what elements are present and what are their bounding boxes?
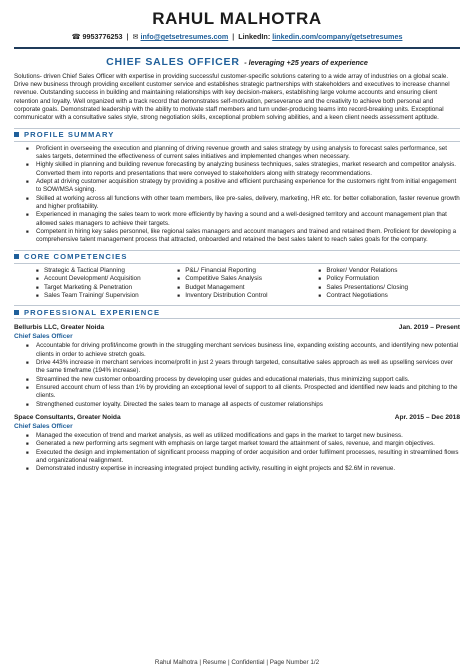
core-competencies-section — [14, 250, 460, 301]
company-name: Space Consultants, Greater Noida — [14, 414, 121, 422]
separator: | — [232, 32, 235, 41]
competency-item: ■ Sales Presentations/ Closing — [318, 284, 459, 292]
email-icon: ✉ — [132, 32, 139, 41]
job-dates: Jan. 2019 – Present — [398, 324, 460, 332]
phone-icon: ☎ — [71, 32, 81, 41]
competency-item: ■ Strategic & Tactical Planning — [36, 267, 177, 275]
job-title-line — [14, 54, 460, 69]
list-item: ■ Skilled at working across all functions with other team members, like pre-sales, delivery, marketing, HR etc. for better collaboration, faster revenue growth and higher profitability. — [36, 195, 460, 212]
list-item: ■ Generated a new performing arts segment with emphasis on large target market toward the attainment of sales, revenue, and margin objectives. — [36, 440, 460, 448]
list-item: ■ Strengthened customer loyalty. Directed the sales team to manage all aspects of customer relationships — [36, 401, 460, 409]
competency-column — [36, 267, 177, 301]
square-icon — [14, 132, 19, 137]
summary-paragraph: Solutions- driven Chief Sales Officer with expertise in providing successful customer-specific solutions catering to a wide array of industries on a global scale. Drive new business through providing excellent customer service and establishes strategic partnerships with stakeholders and executives to increase channel revenue. Outstanding success in building and maintaining relationships with key decision-makers, establishing large volume accounts and ensuring client retention and loyalty. Well organized with a track record that demonstrates self-motivation, perseverance and the creativity to achieve both personal and corporate goals. Demonstrated leadership with the ability to motivate staff members and turn under-producing teams into record-breaking units. Exceptional communicator with a consultative sales style, strong negotiation skills, exceptional problem solving abilities, and a keen client needs assessment aptitude. — [14, 72, 450, 122]
section-heading: PROFILE SUMMARY — [14, 128, 460, 142]
list-item: ■ Adept at driving customer acquisition strategy by providing a positive and efficient purchasing experience for the customers right from initial engagement to SOW/MSA signing. — [36, 178, 460, 195]
section-heading: PROFESSIONAL EXPERIENCE — [14, 305, 460, 319]
competency-item: ■ Account Development/ Acquisition — [36, 275, 177, 283]
linkedin-link[interactable]: linkedin.com/company/getsetresumes — [272, 32, 403, 41]
list-item: ■ Demonstrated industry expertise in increasing integrated project bundling activity, resulting in eight projects and $2.6M in revenue. — [36, 465, 460, 473]
competency-item: ■ Competitive Sales Analysis — [177, 275, 318, 283]
job-title: CHIEF SALES OFFICER — [106, 55, 240, 68]
job-entry — [14, 413, 460, 474]
competency-item: ■ P&L/ Financial Reporting — [177, 267, 318, 275]
list-item: ■ Streamlined the new customer onboarding process by developing user guides and educational materials, thus minimizing support calls. — [36, 376, 460, 384]
list-item: ■ Proficient in overseeing the execution and planning of driving revenue growth and sales strategy by using analysis to forecast sales performance, set sales targets, determined the effectiveness of current sales initiatives and implemented changes when necessary. — [36, 145, 460, 162]
competency-column — [318, 267, 459, 301]
separator: | — [126, 32, 129, 41]
email-link[interactable]: info@getsetresumes.com — [140, 32, 229, 41]
company-name: Bellurbis LLC, Greater Noida — [14, 324, 105, 332]
job-duties — [14, 342, 460, 409]
list-item: ■ Accountable for driving profit/income growth in the struggling merchant services business line, expanding existing accounts, and identifying new potential clients in order to achieve stretch goals. — [36, 342, 460, 359]
square-icon — [14, 254, 19, 259]
competency-item: ■ Inventory Distribution Control — [177, 292, 318, 300]
competency-item: ■ Target Marketing & Penetration — [36, 284, 177, 292]
job-header — [14, 413, 460, 422]
profile-list — [14, 145, 460, 245]
job-role: Chief Sales Officer — [14, 333, 73, 341]
list-item: ■ Drive 443% increase in merchant services income/profit in just 2 years through targeted, consultative sales approach as well as upselling services over the same timeframe (194% increase). — [36, 359, 460, 376]
candidate-name: RAHUL MALHOTRA — [152, 9, 322, 28]
list-item: ■ Executed the design and implementation of significant process mapping of order acquisition and order fulfilment processes, resulting in streamlined flows and organizational realignment. — [36, 449, 460, 466]
page-footer: Rahul Malhotra | Resume | Confidential | Page Number 1/2 — [154, 659, 320, 666]
competencies-grid — [14, 267, 460, 301]
section-heading: CORE COMPETENCIES — [14, 250, 460, 264]
job-entry — [14, 323, 460, 409]
experience-tagline: - leveraging +25 years of experience — [244, 57, 368, 67]
list-item: ■ Managed the execution of trend and market analysis, as well as utilized modifications and gaps in the market to target new business. — [36, 432, 460, 440]
job-role: Chief Sales Officer — [14, 423, 73, 431]
competency-item: ■ Budget Management — [177, 284, 318, 292]
list-item: ■ Ensured account churn of less than 1% by providing an exceptional level of support to all clients. Prospected and identified new leads and pitching to the clients. — [36, 384, 460, 401]
list-item: ■ Experienced in managing the sales team to work more efficiently by having a sound and a well-designed territory and account management plan that allowed sales managers to achieve their targets. — [36, 211, 460, 228]
competency-item: ■ Broker/ Vendor Relations — [318, 267, 459, 275]
professional-experience-section — [14, 305, 460, 473]
linkedin-label: LinkedIn: — [238, 32, 271, 41]
profile-summary-section — [14, 128, 460, 245]
competency-item: ■ Sales Team Training/ Supervision — [36, 292, 177, 300]
competency-item: ■ Contract Negotiations — [318, 292, 459, 300]
job-header — [14, 323, 460, 332]
contact-line — [14, 32, 460, 42]
job-dates: Apr. 2015 – Dec 2018 — [394, 414, 460, 422]
competency-column — [177, 267, 318, 301]
header-divider — [14, 47, 460, 49]
list-item: ■ Highly skilled in planning and building revenue forecasting by analyzing business techniques, sales strategies, market research and competitor analysis. Converted them into reports and presentations that were conveyed to stakeholders along with strategy recommendations. — [36, 161, 460, 178]
competency-item: ■ Policy Formulation — [318, 275, 459, 283]
list-item: ■ Competent in hiring key sales personnel, like regional sales managers and account managers and trained and retained them. Proficient for developing a comprehensive talent management process that attracted, onboarded and retained the best sales talent to reach sales goals for the company. — [36, 228, 460, 245]
phone-number: 9953776253 — [82, 32, 123, 41]
job-duties — [14, 432, 460, 474]
square-icon — [14, 310, 19, 315]
